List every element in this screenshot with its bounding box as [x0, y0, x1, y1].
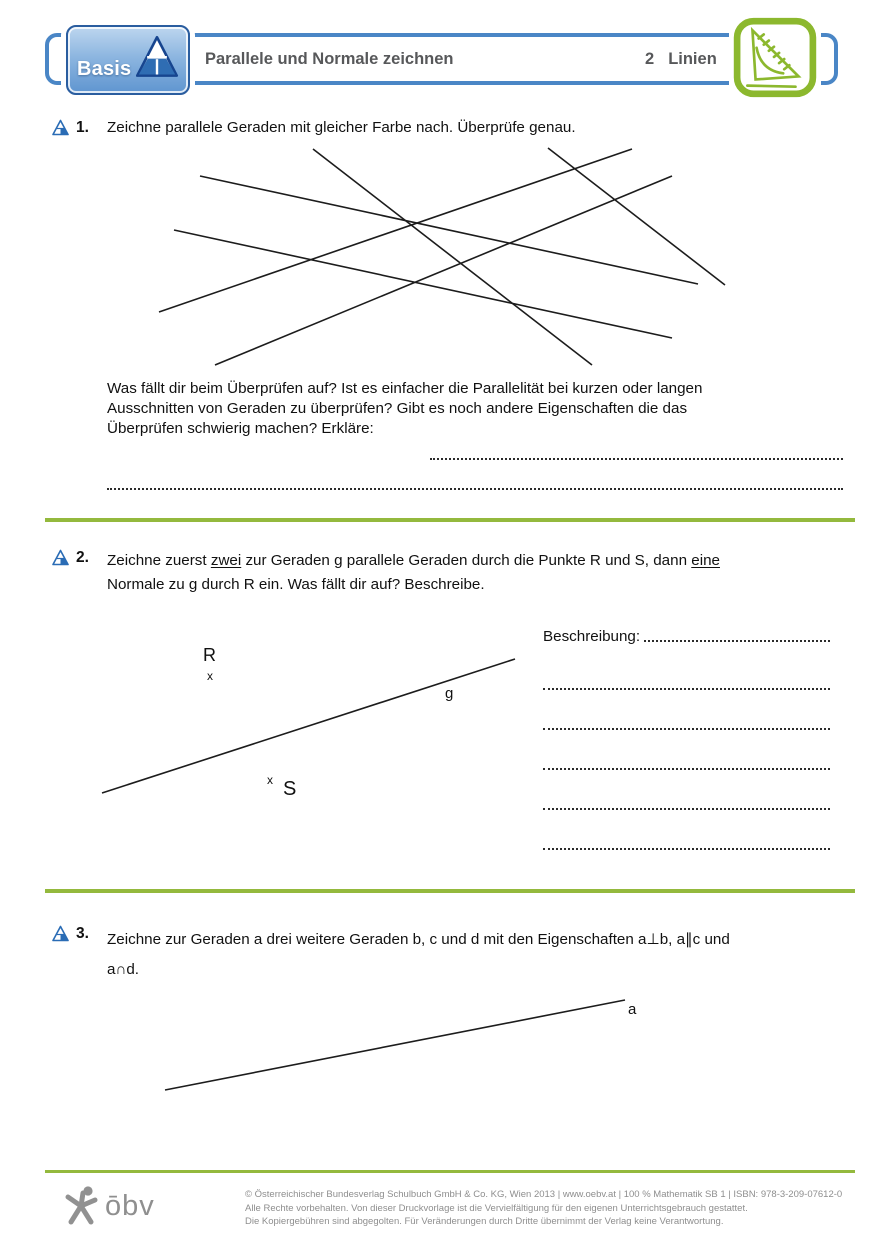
task-2-line-2: Normale zu g durch R ein. Was fällt dir auf? Beschreibe.: [107, 575, 485, 593]
task-pyramid-icon: [52, 925, 69, 942]
description-dotted-line: [543, 788, 830, 810]
imprint-line: © Österreichischer Bundesverlag Schulbuch GmbH & Co. KG, Wien 2013 | www.oebv.at | 100 % Mathematik SB 1 | ISBN: 978-3-209-07612-0: [245, 1189, 843, 1200]
imprint-line: Die Kopiergebühren sind abgegolten. Für Veränderungen durch Dritte übernimmt der Verlag keine Verantwortung.: [245, 1216, 724, 1227]
figure-crossing-lines: [95, 140, 745, 380]
basis-level-badge: [66, 25, 190, 95]
chapter-name: Linien: [668, 50, 717, 68]
underlined-word: eine: [691, 552, 720, 569]
task-2-text: [107, 549, 720, 596]
task-pyramid-icon: [52, 119, 69, 136]
task-2-line-1: [107, 549, 720, 573]
description-dotted-line: [543, 748, 830, 770]
paragraph-line: Was fällt dir beim Überprüfen auf? Ist es einfacher die Parallelität bei kurzen oder langen: [107, 380, 703, 397]
oebv-figure-icon: [64, 1184, 100, 1228]
point-label-S: S: [283, 778, 297, 800]
text-segment: zur Geraden g parallele Geraden durch die Punkte R und S, dann: [241, 552, 692, 569]
description-label-row: [543, 625, 830, 645]
chapter-number: 2: [645, 50, 655, 68]
drawn-line: [313, 149, 592, 365]
drawn-line: [102, 659, 515, 793]
task-3-text: [107, 925, 730, 985]
task-2-number: 2.: [76, 549, 89, 566]
answer-dotted-line: [430, 438, 843, 460]
oebv-logo: [64, 1184, 155, 1228]
task-1-number: 1.: [76, 119, 89, 136]
drawn-line: [174, 230, 672, 338]
task-3-number: 3.: [76, 925, 89, 942]
set-square-icon: [729, 14, 821, 102]
drawn-line: [159, 149, 632, 312]
page-title: Parallele und Normale zeichnen: [205, 50, 454, 68]
basis-badge-label: Basis: [77, 57, 132, 80]
section-separator: [45, 518, 855, 522]
figure-line-a: [150, 985, 645, 1100]
paragraph-line: Überprüfen schwierig machen? Erkläre:: [107, 420, 374, 437]
text-segment: Zeichne zuerst: [107, 552, 211, 569]
description-label: Beschreibung:: [543, 628, 641, 645]
pyramid-logo-icon: [135, 34, 179, 85]
task-3-line-2: a∩d.: [107, 961, 140, 978]
task-3-line-1: Zeichne zur Geraden a drei weitere Geraden b, c und d mit den Eigenschaften a⊥b, a∥c und: [107, 931, 730, 948]
task-1-question-paragraph: [107, 379, 702, 439]
imprint-line: Alle Rechte vorbehalten. Von dieser Druckvorlage ist die Vervielfältigung für den eigenen Unterrichtsgebrauch gestattet.: [245, 1202, 748, 1214]
drawn-line: [165, 1000, 625, 1090]
point-marker-x-R: x: [207, 669, 213, 683]
answer-dotted-line: [107, 468, 843, 490]
footer-separator: [45, 1170, 855, 1173]
section-separator: [45, 889, 855, 893]
line-label-a: a: [628, 1001, 637, 1018]
line-label-g: g: [445, 685, 454, 702]
chapter-heading: [645, 50, 717, 69]
underlined-word: zwei: [210, 552, 242, 569]
description-dotted-line: [543, 708, 830, 730]
paragraph-line: Ausschnitten von Geraden zu überprüfen? Gibt es noch andere Eigenschaften die das: [107, 400, 688, 417]
footer-imprint: [245, 1188, 842, 1229]
description-dotted-line: [543, 668, 830, 690]
point-marker-x-S: x: [267, 773, 273, 787]
figure-line-g: [85, 640, 535, 805]
point-label-R: R: [203, 645, 216, 665]
description-dotted-line: [543, 828, 830, 850]
task-pyramid-icon: [52, 549, 69, 566]
drawn-line: [215, 176, 672, 365]
task-1-text: Zeichne parallele Geraden mit gleicher Farbe nach. Überprüfe genau.: [107, 119, 576, 136]
description-dotted-leader: [644, 640, 830, 642]
oebv-wordmark: ōbv: [105, 1189, 155, 1222]
